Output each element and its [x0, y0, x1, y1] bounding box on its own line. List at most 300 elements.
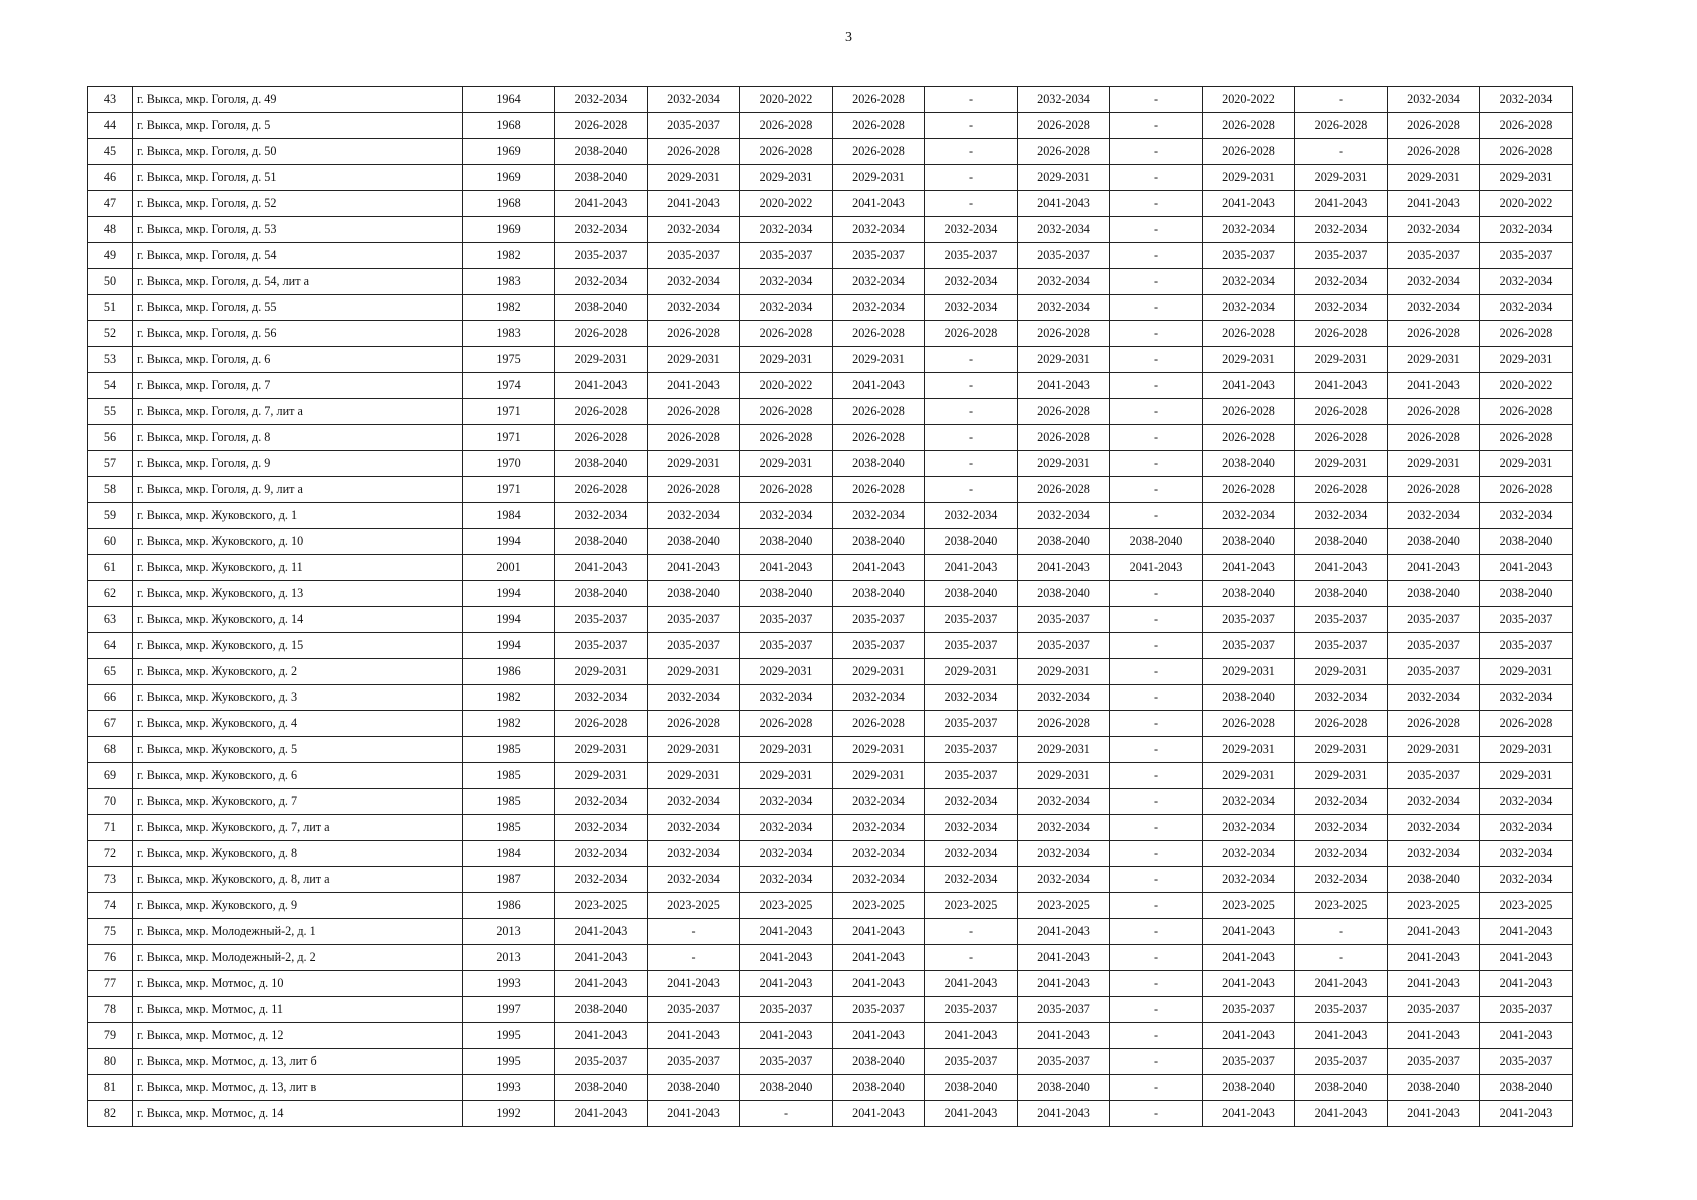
cell-period-1: 2038-2040: [555, 581, 648, 607]
cell-period-9: 2035-2037: [1295, 607, 1388, 633]
cell-period-8: 2035-2037: [1203, 607, 1295, 633]
cell-period-10: 2035-2037: [1388, 997, 1480, 1023]
cell-address: г. Выкса, мкр. Жуковского, д. 10: [133, 529, 463, 555]
cell-period-3: 2029-2031: [740, 763, 833, 789]
table-row: [88, 971, 1573, 997]
cell-period-4: 2041-2043: [833, 1023, 925, 1049]
table-row: [88, 919, 1573, 945]
cell-period-5: 2032-2034: [925, 217, 1018, 243]
table-row: [88, 503, 1573, 529]
cell-period-7: 2038-2040: [1110, 529, 1203, 555]
cell-period-11: 2035-2037: [1480, 243, 1573, 269]
cell-period-5: -: [925, 347, 1018, 373]
table-row: [88, 477, 1573, 503]
cell-address: г. Выкса, мкр. Жуковского, д. 13: [133, 581, 463, 607]
cell-period-1: 2035-2037: [555, 633, 648, 659]
cell-period-7: -: [1110, 633, 1203, 659]
cell-period-5: 2035-2037: [925, 607, 1018, 633]
cell-build-year: 1992: [463, 1101, 555, 1127]
cell-period-5: -: [925, 425, 1018, 451]
cell-address: г. Выкса, мкр. Гоголя, д. 54, лит а: [133, 269, 463, 295]
cell-period-2: 2032-2034: [648, 295, 740, 321]
cell-period-9: 2035-2037: [1295, 997, 1388, 1023]
cell-period-9: 2032-2034: [1295, 503, 1388, 529]
cell-period-3: 2026-2028: [740, 425, 833, 451]
cell-period-4: 2026-2028: [833, 139, 925, 165]
cell-period-9: 2026-2028: [1295, 425, 1388, 451]
cell-period-4: 2026-2028: [833, 711, 925, 737]
cell-period-8: 2038-2040: [1203, 529, 1295, 555]
cell-period-6: 2032-2034: [1018, 295, 1110, 321]
cell-period-4: 2023-2025: [833, 893, 925, 919]
cell-period-6: 2035-2037: [1018, 243, 1110, 269]
table-row: [88, 607, 1573, 633]
cell-period-8: 2026-2028: [1203, 139, 1295, 165]
cell-row-number: 49: [88, 243, 133, 269]
cell-build-year: 1994: [463, 607, 555, 633]
cell-period-4: 2032-2034: [833, 815, 925, 841]
cell-period-5: 2035-2037: [925, 633, 1018, 659]
cell-address: г. Выкса, мкр. Гоголя, д. 5: [133, 113, 463, 139]
cell-period-10: 2029-2031: [1388, 451, 1480, 477]
cell-build-year: 1971: [463, 425, 555, 451]
cell-period-11: 2032-2034: [1480, 269, 1573, 295]
cell-address: г. Выкса, мкр. Жуковского, д. 7, лит а: [133, 815, 463, 841]
cell-period-11: 2035-2037: [1480, 607, 1573, 633]
cell-row-number: 79: [88, 1023, 133, 1049]
cell-address: г. Выкса, мкр. Жуковского, д. 8, лит а: [133, 867, 463, 893]
cell-period-1: 2029-2031: [555, 659, 648, 685]
cell-period-10: 2026-2028: [1388, 425, 1480, 451]
cell-period-6: 2038-2040: [1018, 1075, 1110, 1101]
cell-period-8: 2035-2037: [1203, 243, 1295, 269]
cell-period-10: 2032-2034: [1388, 841, 1480, 867]
cell-period-8: 2032-2034: [1203, 269, 1295, 295]
cell-period-9: 2023-2025: [1295, 893, 1388, 919]
cell-row-number: 70: [88, 789, 133, 815]
cell-period-2: 2032-2034: [648, 503, 740, 529]
cell-period-9: 2035-2037: [1295, 243, 1388, 269]
cell-period-3: 2026-2028: [740, 113, 833, 139]
cell-build-year: 1985: [463, 737, 555, 763]
cell-period-2: 2035-2037: [648, 243, 740, 269]
cell-period-1: 2041-2043: [555, 919, 648, 945]
cell-period-8: 2029-2031: [1203, 763, 1295, 789]
cell-period-2: 2032-2034: [648, 87, 740, 113]
cell-period-8: 2041-2043: [1203, 373, 1295, 399]
cell-build-year: 1982: [463, 295, 555, 321]
cell-period-11: 2032-2034: [1480, 867, 1573, 893]
cell-period-9: 2032-2034: [1295, 815, 1388, 841]
cell-period-6: 2026-2028: [1018, 399, 1110, 425]
cell-row-number: 52: [88, 321, 133, 347]
cell-row-number: 48: [88, 217, 133, 243]
cell-period-8: 2041-2043: [1203, 919, 1295, 945]
cell-period-4: 2038-2040: [833, 581, 925, 607]
cell-period-6: 2023-2025: [1018, 893, 1110, 919]
cell-row-number: 76: [88, 945, 133, 971]
cell-period-8: 2029-2031: [1203, 165, 1295, 191]
cell-period-2: -: [648, 919, 740, 945]
cell-period-1: 2029-2031: [555, 763, 648, 789]
cell-period-9: 2026-2028: [1295, 321, 1388, 347]
cell-period-1: 2038-2040: [555, 165, 648, 191]
cell-period-7: -: [1110, 945, 1203, 971]
cell-period-11: 2029-2031: [1480, 659, 1573, 685]
cell-period-3: 2032-2034: [740, 815, 833, 841]
table-row: [88, 1101, 1573, 1127]
cell-period-2: 2026-2028: [648, 711, 740, 737]
cell-row-number: 68: [88, 737, 133, 763]
cell-period-10: 2032-2034: [1388, 789, 1480, 815]
cell-period-2: 2041-2043: [648, 191, 740, 217]
cell-period-5: -: [925, 477, 1018, 503]
cell-period-4: 2038-2040: [833, 1075, 925, 1101]
table-row: [88, 399, 1573, 425]
cell-period-8: 2041-2043: [1203, 555, 1295, 581]
table-body: [88, 87, 1573, 1127]
cell-row-number: 67: [88, 711, 133, 737]
cell-build-year: 2013: [463, 945, 555, 971]
cell-period-9: -: [1295, 945, 1388, 971]
cell-address: г. Выкса, мкр. Гоголя, д. 53: [133, 217, 463, 243]
table-row: [88, 295, 1573, 321]
table-row: [88, 191, 1573, 217]
cell-period-8: 2041-2043: [1203, 945, 1295, 971]
cell-period-7: -: [1110, 789, 1203, 815]
cell-period-10: 2026-2028: [1388, 139, 1480, 165]
cell-period-9: 2029-2031: [1295, 659, 1388, 685]
cell-period-11: 2026-2028: [1480, 711, 1573, 737]
cell-period-7: -: [1110, 971, 1203, 997]
cell-address: г. Выкса, мкр. Мотмос, д. 13, лит б: [133, 1049, 463, 1075]
cell-row-number: 51: [88, 295, 133, 321]
cell-period-8: 2038-2040: [1203, 1075, 1295, 1101]
cell-period-4: 2029-2031: [833, 659, 925, 685]
cell-period-11: 2032-2034: [1480, 815, 1573, 841]
cell-period-2: 2041-2043: [648, 555, 740, 581]
cell-period-7: -: [1110, 919, 1203, 945]
cell-period-1: 2023-2025: [555, 893, 648, 919]
cell-period-3: 2038-2040: [740, 529, 833, 555]
cell-period-10: 2038-2040: [1388, 581, 1480, 607]
cell-period-10: 2026-2028: [1388, 711, 1480, 737]
cell-period-5: -: [925, 113, 1018, 139]
cell-period-7: -: [1110, 243, 1203, 269]
cell-period-5: -: [925, 399, 1018, 425]
cell-period-9: 2029-2031: [1295, 451, 1388, 477]
cell-period-11: 2026-2028: [1480, 139, 1573, 165]
table-row: [88, 269, 1573, 295]
cell-period-3: 2035-2037: [740, 243, 833, 269]
cell-period-3: 2026-2028: [740, 477, 833, 503]
cell-period-11: 2041-2043: [1480, 555, 1573, 581]
cell-period-5: -: [925, 945, 1018, 971]
cell-address: г. Выкса, мкр. Гоголя, д. 7: [133, 373, 463, 399]
cell-period-8: 2029-2031: [1203, 737, 1295, 763]
cell-period-8: 2029-2031: [1203, 347, 1295, 373]
cell-address: г. Выкса, мкр. Гоголя, д. 54: [133, 243, 463, 269]
cell-address: г. Выкса, мкр. Жуковского, д. 15: [133, 633, 463, 659]
cell-period-4: 2032-2034: [833, 867, 925, 893]
cell-period-4: 2038-2040: [833, 1049, 925, 1075]
cell-period-5: 2032-2034: [925, 841, 1018, 867]
cell-period-10: 2032-2034: [1388, 269, 1480, 295]
cell-build-year: 1994: [463, 581, 555, 607]
cell-build-year: 1986: [463, 659, 555, 685]
cell-period-1: 2032-2034: [555, 815, 648, 841]
cell-period-3: 2020-2022: [740, 373, 833, 399]
table-row: [88, 373, 1573, 399]
cell-period-10: 2041-2043: [1388, 373, 1480, 399]
cell-period-2: 2038-2040: [648, 581, 740, 607]
cell-period-6: 2041-2043: [1018, 945, 1110, 971]
cell-period-2: 2029-2031: [648, 451, 740, 477]
cell-period-7: -: [1110, 451, 1203, 477]
cell-period-9: 2026-2028: [1295, 399, 1388, 425]
cell-period-3: 2032-2034: [740, 841, 833, 867]
table-row: [88, 347, 1573, 373]
cell-period-11: 2029-2031: [1480, 347, 1573, 373]
cell-build-year: 1984: [463, 503, 555, 529]
cell-period-2: 2032-2034: [648, 269, 740, 295]
cell-period-7: -: [1110, 893, 1203, 919]
cell-build-year: 1983: [463, 321, 555, 347]
cell-period-6: 2041-2043: [1018, 919, 1110, 945]
cell-period-7: -: [1110, 191, 1203, 217]
table-row: [88, 711, 1573, 737]
cell-period-6: 2035-2037: [1018, 1049, 1110, 1075]
cell-period-11: 2026-2028: [1480, 113, 1573, 139]
page-number: 3: [845, 30, 852, 45]
cell-period-3: 2026-2028: [740, 139, 833, 165]
cell-period-4: 2041-2043: [833, 191, 925, 217]
cell-build-year: 2001: [463, 555, 555, 581]
cell-row-number: 78: [88, 997, 133, 1023]
cell-address: г. Выкса, мкр. Гоголя, д. 56: [133, 321, 463, 347]
cell-row-number: 54: [88, 373, 133, 399]
cell-address: г. Выкса, мкр. Гоголя, д. 9: [133, 451, 463, 477]
cell-period-2: 2035-2037: [648, 607, 740, 633]
cell-build-year: 1982: [463, 685, 555, 711]
cell-period-8: 2029-2031: [1203, 659, 1295, 685]
cell-build-year: 1974: [463, 373, 555, 399]
cell-address: г. Выкса, мкр. Жуковского, д. 4: [133, 711, 463, 737]
cell-period-6: 2032-2034: [1018, 87, 1110, 113]
table-row: [88, 139, 1573, 165]
cell-period-6: 2032-2034: [1018, 269, 1110, 295]
cell-period-3: 2029-2031: [740, 451, 833, 477]
cell-period-6: 2035-2037: [1018, 997, 1110, 1023]
cell-period-3: 2032-2034: [740, 269, 833, 295]
table-row: [88, 113, 1573, 139]
cell-period-2: 2023-2025: [648, 893, 740, 919]
cell-period-4: 2032-2034: [833, 217, 925, 243]
cell-period-2: 2035-2037: [648, 113, 740, 139]
cell-period-11: 2041-2043: [1480, 919, 1573, 945]
table-row: [88, 763, 1573, 789]
cell-period-7: -: [1110, 815, 1203, 841]
cell-period-1: 2026-2028: [555, 399, 648, 425]
cell-period-8: 2038-2040: [1203, 581, 1295, 607]
cell-period-4: 2029-2031: [833, 347, 925, 373]
cell-period-3: 2035-2037: [740, 1049, 833, 1075]
table-row: [88, 867, 1573, 893]
cell-period-2: 2029-2031: [648, 737, 740, 763]
cell-period-9: 2035-2037: [1295, 633, 1388, 659]
cell-period-10: 2029-2031: [1388, 347, 1480, 373]
cell-period-2: 2032-2034: [648, 217, 740, 243]
cell-period-4: 2029-2031: [833, 763, 925, 789]
cell-build-year: 1985: [463, 789, 555, 815]
cell-period-2: 2029-2031: [648, 165, 740, 191]
cell-period-10: 2041-2043: [1388, 1023, 1480, 1049]
cell-period-11: 2032-2034: [1480, 87, 1573, 113]
cell-address: г. Выкса, мкр. Мотмос, д. 11: [133, 997, 463, 1023]
table-row: [88, 659, 1573, 685]
cell-period-4: 2032-2034: [833, 269, 925, 295]
cell-period-5: 2035-2037: [925, 737, 1018, 763]
cell-period-2: 2029-2031: [648, 659, 740, 685]
cell-period-1: 2041-2043: [555, 971, 648, 997]
cell-period-5: 2041-2043: [925, 1101, 1018, 1127]
cell-period-8: 2026-2028: [1203, 477, 1295, 503]
cell-period-11: 2032-2034: [1480, 685, 1573, 711]
cell-period-4: 2035-2037: [833, 997, 925, 1023]
cell-period-5: 2035-2037: [925, 997, 1018, 1023]
cell-period-5: -: [925, 87, 1018, 113]
table-row: [88, 893, 1573, 919]
cell-period-3: 2038-2040: [740, 1075, 833, 1101]
cell-period-1: 2041-2043: [555, 1101, 648, 1127]
cell-row-number: 61: [88, 555, 133, 581]
cell-period-5: 2041-2043: [925, 555, 1018, 581]
cell-period-7: -: [1110, 1075, 1203, 1101]
cell-period-9: 2038-2040: [1295, 1075, 1388, 1101]
cell-period-2: -: [648, 945, 740, 971]
cell-period-4: 2038-2040: [833, 529, 925, 555]
cell-period-4: 2026-2028: [833, 425, 925, 451]
cell-build-year: 1970: [463, 451, 555, 477]
cell-period-2: 2035-2037: [648, 997, 740, 1023]
table-row: [88, 555, 1573, 581]
cell-period-2: 2032-2034: [648, 815, 740, 841]
cell-build-year: 1995: [463, 1023, 555, 1049]
cell-period-2: 2041-2043: [648, 1023, 740, 1049]
cell-period-6: 2035-2037: [1018, 633, 1110, 659]
cell-period-6: 2026-2028: [1018, 711, 1110, 737]
table-row: [88, 737, 1573, 763]
cell-period-7: -: [1110, 139, 1203, 165]
cell-period-2: 2029-2031: [648, 763, 740, 789]
cell-build-year: 1986: [463, 893, 555, 919]
cell-period-8: 2026-2028: [1203, 399, 1295, 425]
cell-period-1: 2038-2040: [555, 295, 648, 321]
cell-period-4: 2041-2043: [833, 1101, 925, 1127]
cell-period-5: 2035-2037: [925, 243, 1018, 269]
cell-period-10: 2035-2037: [1388, 243, 1480, 269]
cell-period-9: 2029-2031: [1295, 763, 1388, 789]
cell-row-number: 60: [88, 529, 133, 555]
cell-period-11: 2023-2025: [1480, 893, 1573, 919]
table-row: [88, 321, 1573, 347]
cell-address: г. Выкса, мкр. Жуковского, д. 11: [133, 555, 463, 581]
cell-period-1: 2035-2037: [555, 607, 648, 633]
cell-address: г. Выкса, мкр. Гоголя, д. 50: [133, 139, 463, 165]
cell-period-11: 2038-2040: [1480, 529, 1573, 555]
cell-row-number: 46: [88, 165, 133, 191]
cell-period-4: 2029-2031: [833, 165, 925, 191]
cell-period-11: 2029-2031: [1480, 165, 1573, 191]
cell-build-year: 1997: [463, 997, 555, 1023]
cell-row-number: 45: [88, 139, 133, 165]
cell-period-10: 2041-2043: [1388, 1101, 1480, 1127]
cell-period-1: 2041-2043: [555, 191, 648, 217]
cell-period-3: 2026-2028: [740, 711, 833, 737]
cell-address: г. Выкса, мкр. Гоголя, д. 6: [133, 347, 463, 373]
cell-period-11: 2035-2037: [1480, 633, 1573, 659]
cell-period-7: -: [1110, 841, 1203, 867]
cell-period-9: 2026-2028: [1295, 711, 1388, 737]
table-row: [88, 87, 1573, 113]
cell-build-year: 1984: [463, 841, 555, 867]
cell-period-5: 2038-2040: [925, 529, 1018, 555]
cell-build-year: 1995: [463, 1049, 555, 1075]
cell-period-3: 2038-2040: [740, 581, 833, 607]
cell-period-3: 2029-2031: [740, 347, 833, 373]
cell-row-number: 43: [88, 87, 133, 113]
cell-build-year: 1964: [463, 87, 555, 113]
cell-period-11: 2032-2034: [1480, 217, 1573, 243]
cell-row-number: 73: [88, 867, 133, 893]
table-row: [88, 165, 1573, 191]
cell-period-5: 2032-2034: [925, 269, 1018, 295]
cell-period-6: 2029-2031: [1018, 763, 1110, 789]
cell-period-8: 2041-2043: [1203, 971, 1295, 997]
cell-period-7: -: [1110, 737, 1203, 763]
cell-period-3: 2026-2028: [740, 399, 833, 425]
cell-period-9: 2041-2043: [1295, 191, 1388, 217]
cell-period-11: 2035-2037: [1480, 997, 1573, 1023]
cell-period-9: 2035-2037: [1295, 1049, 1388, 1075]
cell-period-7: -: [1110, 1101, 1203, 1127]
cell-period-1: 2032-2034: [555, 269, 648, 295]
cell-period-8: 2032-2034: [1203, 295, 1295, 321]
cell-period-7: -: [1110, 997, 1203, 1023]
table-row: [88, 1023, 1573, 1049]
cell-period-4: 2035-2037: [833, 607, 925, 633]
cell-period-11: 2041-2043: [1480, 945, 1573, 971]
cell-period-11: 2020-2022: [1480, 373, 1573, 399]
table-row: [88, 789, 1573, 815]
cell-period-3: 2032-2034: [740, 867, 833, 893]
cell-period-3: -: [740, 1101, 833, 1127]
cell-period-8: 2026-2028: [1203, 321, 1295, 347]
cell-period-8: 2035-2037: [1203, 1049, 1295, 1075]
cell-period-5: 2032-2034: [925, 789, 1018, 815]
table-row: [88, 425, 1573, 451]
cell-row-number: 50: [88, 269, 133, 295]
cell-period-1: 2026-2028: [555, 477, 648, 503]
cell-period-4: 2032-2034: [833, 841, 925, 867]
cell-period-6: 2029-2031: [1018, 659, 1110, 685]
cell-period-8: 2023-2025: [1203, 893, 1295, 919]
cell-period-11: 2041-2043: [1480, 1023, 1573, 1049]
cell-period-7: -: [1110, 425, 1203, 451]
cell-period-9: 2032-2034: [1295, 217, 1388, 243]
cell-period-8: 2032-2034: [1203, 789, 1295, 815]
cell-build-year: 1969: [463, 139, 555, 165]
